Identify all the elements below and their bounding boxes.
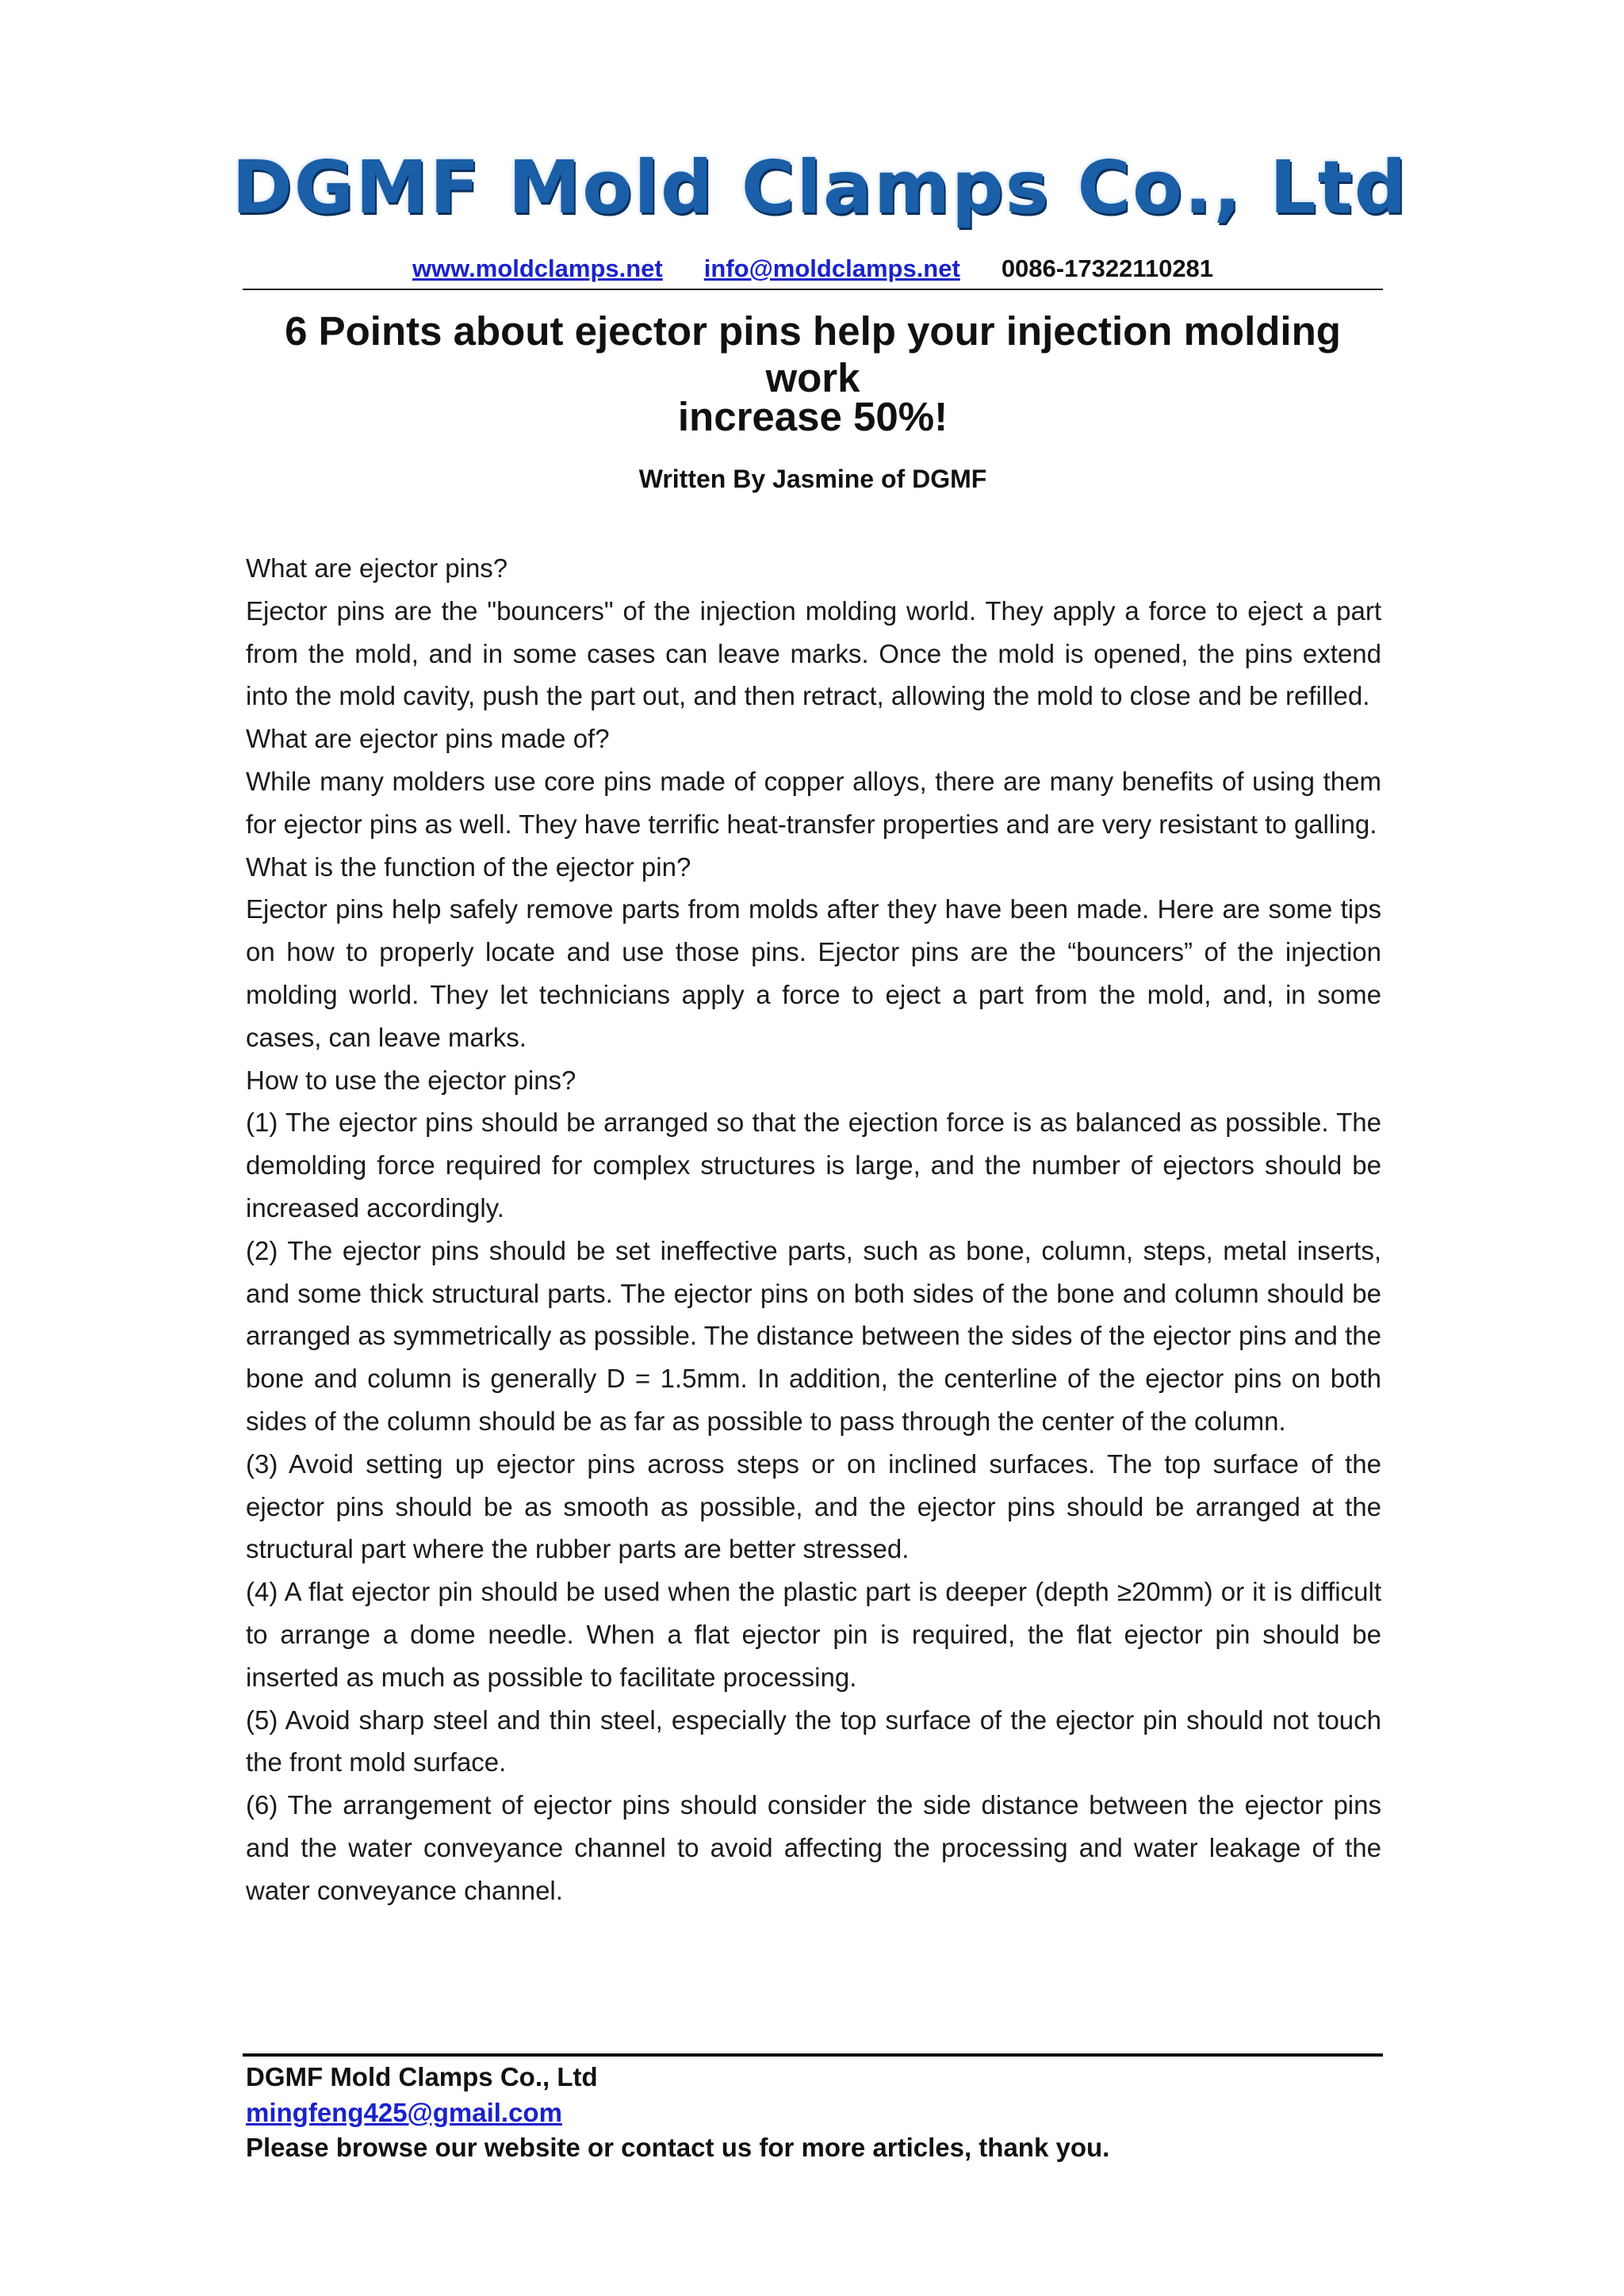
body-paragraph: While many molders use core pins made of copper alloys, there are many benefits of using them for ejector pins as well. They have terrific heat-transfer properties and are very resistant to galling. — [246, 766, 1381, 839]
section-heading: How to use the ejector pins? — [246, 1065, 576, 1095]
section-heading: What are ejector pins? — [246, 553, 508, 583]
list-item-1: (1) The ejector pins should be arranged so that the ejection force is as balanced as possible. The demolding force required for complex structures is large, and the number of ejectors should be increased accordingly. — [246, 1108, 1381, 1223]
footer-email-link[interactable]: mingfeng425@gmail.com — [246, 2097, 562, 2127]
footer-divider — [243, 2053, 1383, 2057]
article-body — [246, 547, 1381, 1912]
phone-number: 0086-17322110281 — [1001, 254, 1214, 282]
contact-row — [243, 251, 1383, 287]
list-item-3: (3) Avoid setting up ejector pins across steps or on inclined surfaces. The top surface of the ejector pins should be as smooth as possible, and the ejector pins should be arranged at the structural part where the rubber parts are better stressed. — [246, 1448, 1381, 1564]
header-divider — [243, 289, 1383, 290]
footer-note: Please browse our website or contact us for more articles, thank you. — [246, 2133, 1110, 2162]
company-logo: DGMF Mold Clamps Co., Ltd — [232, 144, 1408, 230]
body-paragraph: Ejector pins help safely remove parts from molds after they have been made. Here are some tips on how to properly locate and use those pins. Ejector pins are the “bouncers” of the injection molding world. They let technicians apply a force to eject a part from the mold, and, in some cases, can leave marks. — [246, 894, 1381, 1052]
body-paragraph: Ejector pins are the "bouncers" of the injection molding world. They apply a force to eject a part from the mold, and in some cases can leave marks. Once the mold is opened, the pins extend into the mold cavity, push the part out, and then retract, allowing the mold to close and be refilled. — [246, 595, 1381, 711]
list-item-6: (6) The arrangement of ejector pins should consider the side distance between the ejector pins and the water conveyance channel to avoid affecting the processing and water leakage of the water conveyance channel. — [246, 1790, 1381, 1905]
article-title-line-2: increase 50%! — [677, 394, 948, 439]
page-footer — [246, 2060, 1381, 2166]
website-link[interactable]: www.moldclamps.net — [412, 254, 663, 282]
list-item-4: (4) A flat ejector pin should be used when the plastic part is deeper (depth ≥20mm) or it is difficult to arrange a dome needle. When a flat ejector pin is required, the flat ejector pin should be inserted as much as possible to facilitate processing. — [246, 1577, 1381, 1692]
article-byline: Written By Jasmine of DGMF — [638, 465, 987, 493]
list-item-2: (2) The ejector pins should be set ineffective parts, such as bone, column, steps, metal inserts, and some thick structural parts. The ejector pins on both sides of the bone and column should be arranged as symmetrically as possible. The distance between the sides of the ejector pins and the bone and column is generally D = 1.5mm. In addition, the centerline of the ejector pins on both sides of the column should be as far as possible to pass through the center of the column. — [246, 1235, 1381, 1436]
section-heading: What is the function of the ejector pin? — [246, 851, 691, 882]
footer-company: DGMF Mold Clamps Co., Ltd — [246, 2062, 598, 2091]
list-item-5: (5) Avoid sharp steel and thin steel, especially the top surface of the ejector pin should not touch the front mold surface. — [246, 1705, 1381, 1777]
section-heading: What are ejector pins made of? — [246, 724, 610, 754]
article-title-line-1: 6 Points about ejector pins help your injection molding work — [285, 308, 1341, 400]
email-link[interactable]: info@moldclamps.net — [703, 254, 960, 282]
